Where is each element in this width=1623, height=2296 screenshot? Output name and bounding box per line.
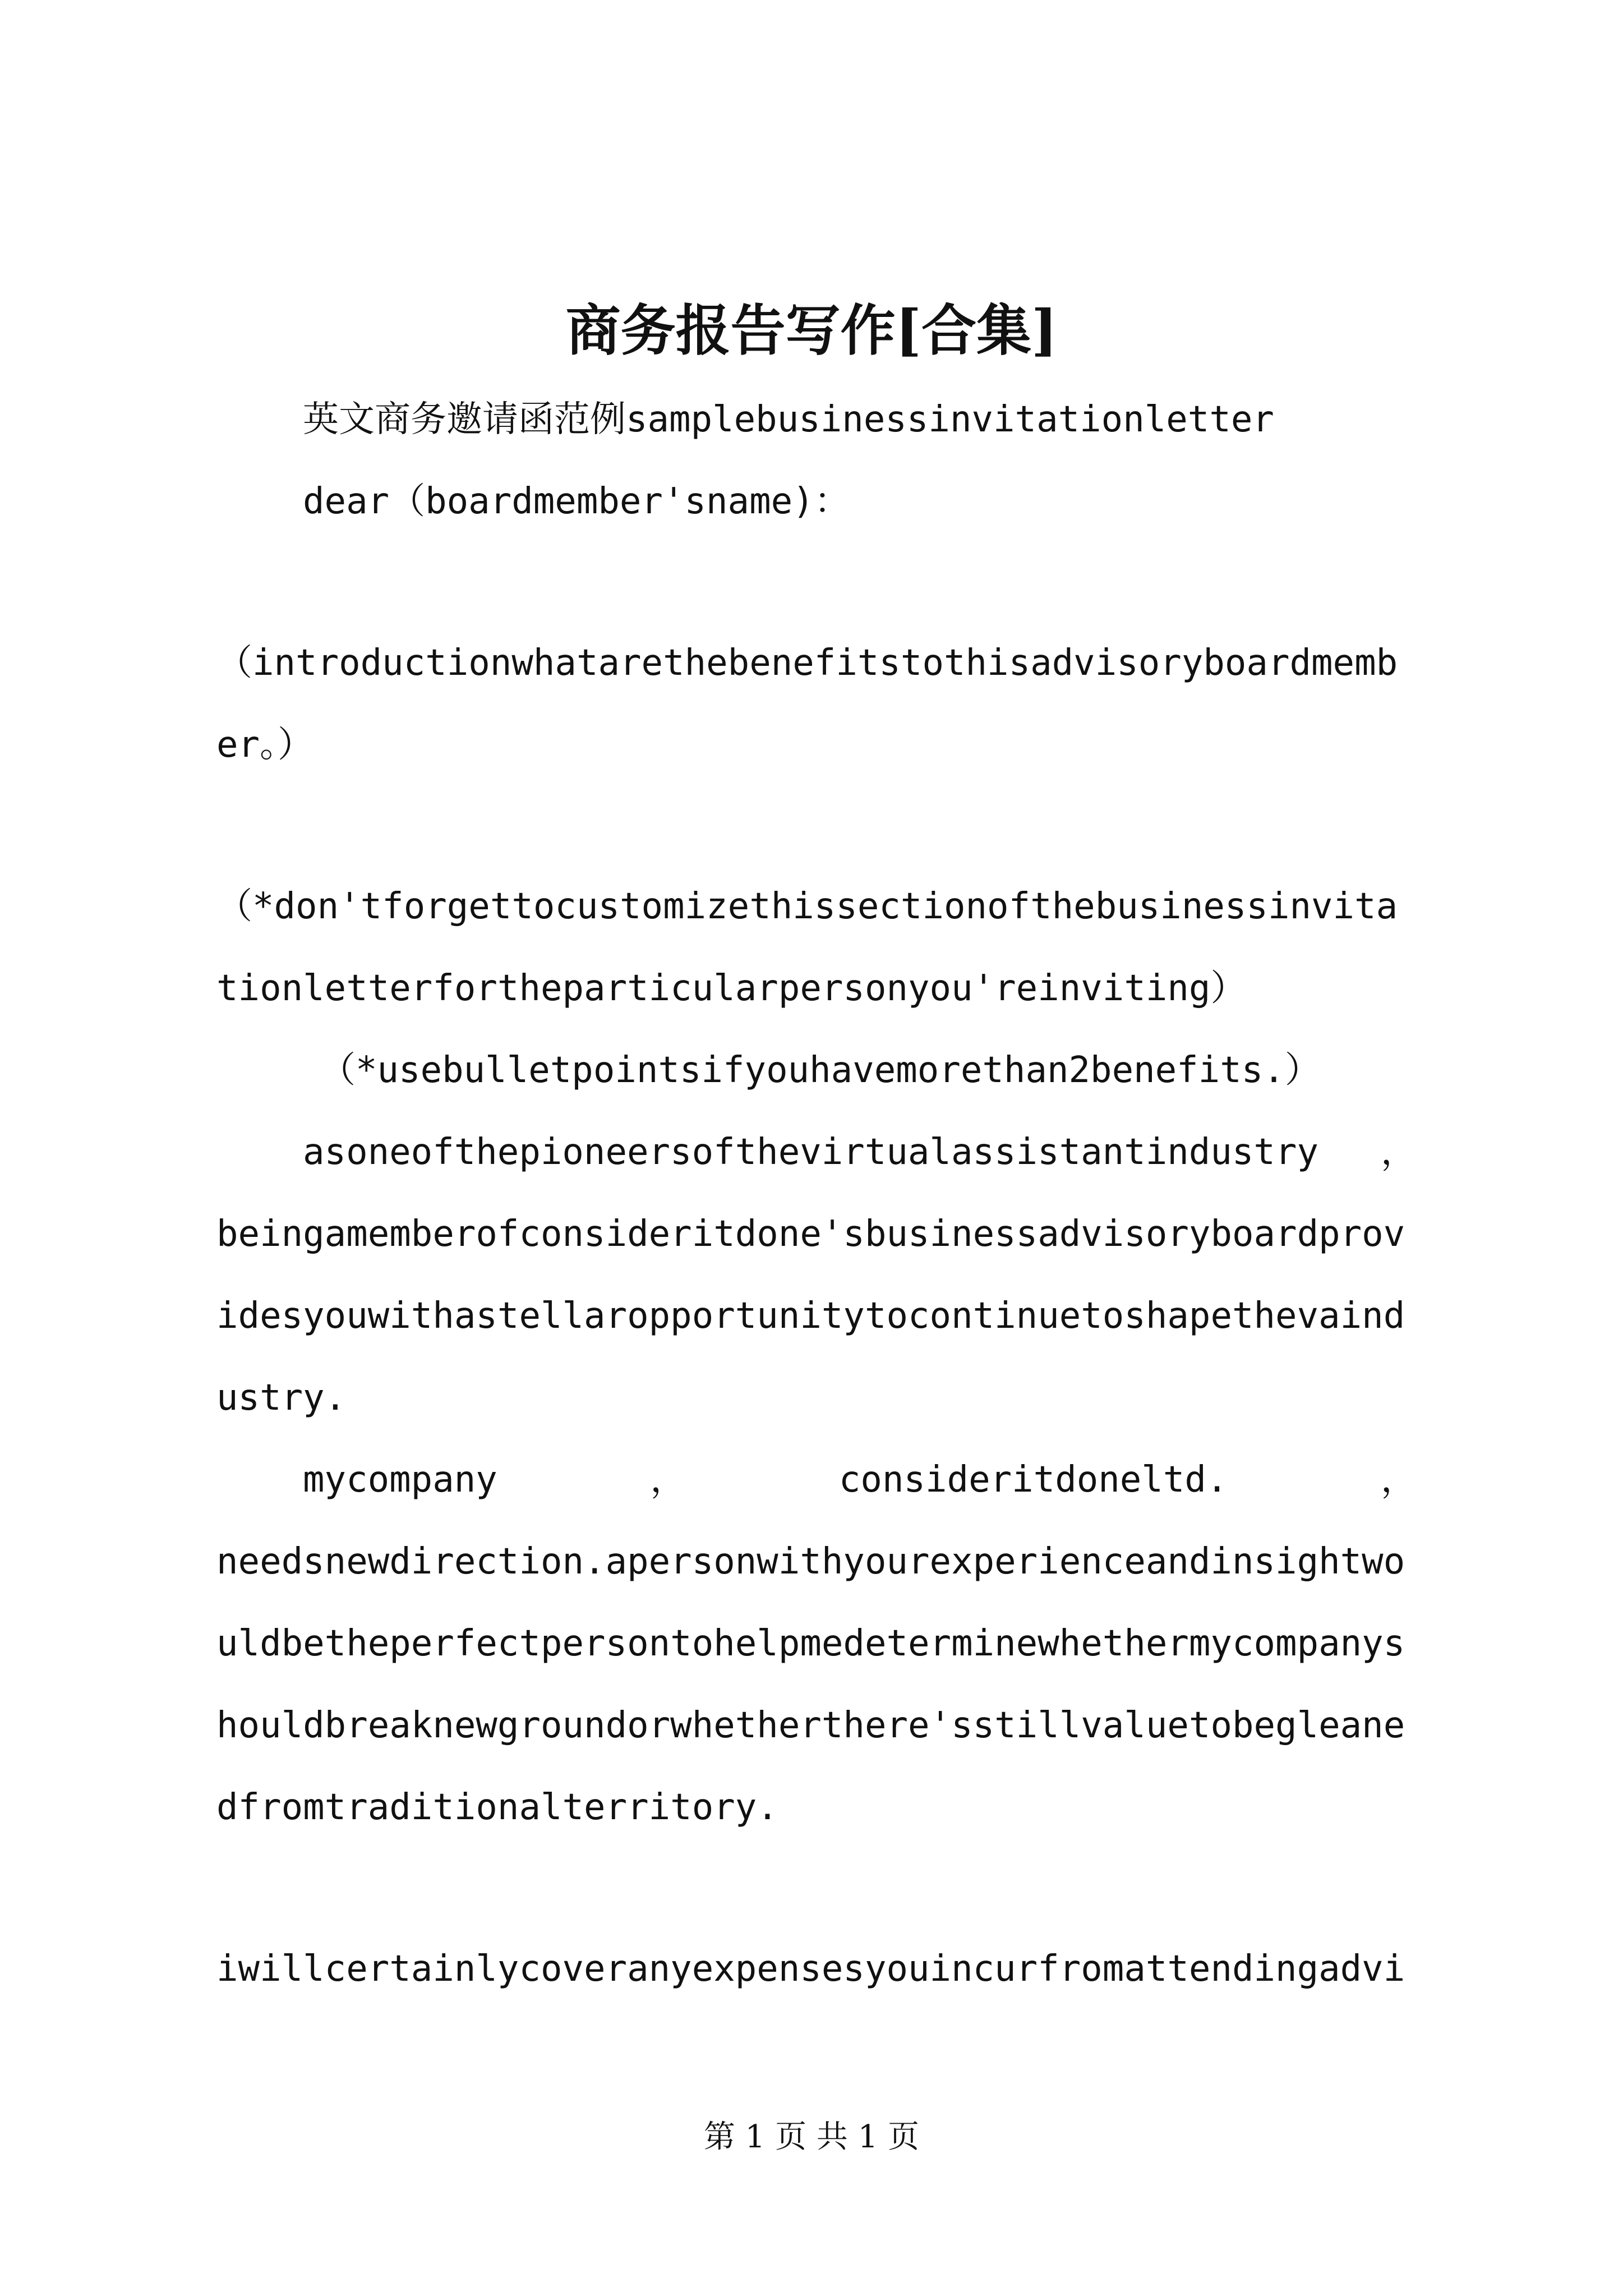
salutation-line: dear（boardmember'sname)： <box>303 481 850 522</box>
paragraph-line: （*don'tforgettocustomizethissectionofthebusinessinvita <box>216 886 1398 927</box>
paragraph-text: ， <box>1380 1459 1417 1501</box>
paragraph-line: ustry. <box>216 1377 347 1419</box>
page-footer: 第 1 页 共 1 页 <box>703 2119 920 2155</box>
paragraph-line: uldbetheperfectpersontohelpmedeterminewhethermycompanys <box>216 1623 1405 1664</box>
paragraph-line: beingamemberofconsideritdone'sbusinessadvisoryboardprov <box>216 1213 1405 1255</box>
paragraph-line: iwillcertainlycoveranyexpensesyouincurfromattendingadvi <box>216 1948 1405 1990</box>
paragraph-text: consideritdoneltd. <box>838 1459 1228 1501</box>
paragraph-text: ， <box>650 1459 686 1501</box>
paragraph-text: asoneofthepioneersofthevirtualassistantindustry <box>303 1131 1318 1173</box>
paragraph-line: （introductionwhatarethebenefitstothisadvisoryboardmemb <box>216 642 1398 684</box>
paragraph-line-justified <box>303 1125 1417 1179</box>
paragraph-line: idesyouwithastellaropportunitytocontinuetoshapethevaind <box>216 1295 1405 1337</box>
paragraph-line: （*usebulletpointsifyouhavemorethan2benefits.） <box>320 1050 1321 1091</box>
paragraph-line-justified <box>303 1453 1417 1507</box>
paragraph-text: mycompany <box>303 1459 497 1501</box>
paragraph-text: ， <box>1381 1131 1417 1173</box>
document-title: 商务报告写作[合集] <box>565 298 1058 363</box>
subtitle-line: 英文商务邀请函范例samplebusinessinvitationletter <box>303 399 1274 440</box>
paragraph-line: er。） <box>216 724 314 766</box>
paragraph-line: dfromtraditionalterritory. <box>216 1787 778 1828</box>
paragraph-line: tionletterfortheparticularpersonyou'reinviting） <box>216 968 1247 1009</box>
paragraph-line: houldbreaknewgroundorwhetherthere'sstillvaluetobegleane <box>216 1705 1405 1746</box>
paragraph-line: needsnewdirection.apersonwithyourexperienceandinsightwo <box>216 1541 1405 1582</box>
